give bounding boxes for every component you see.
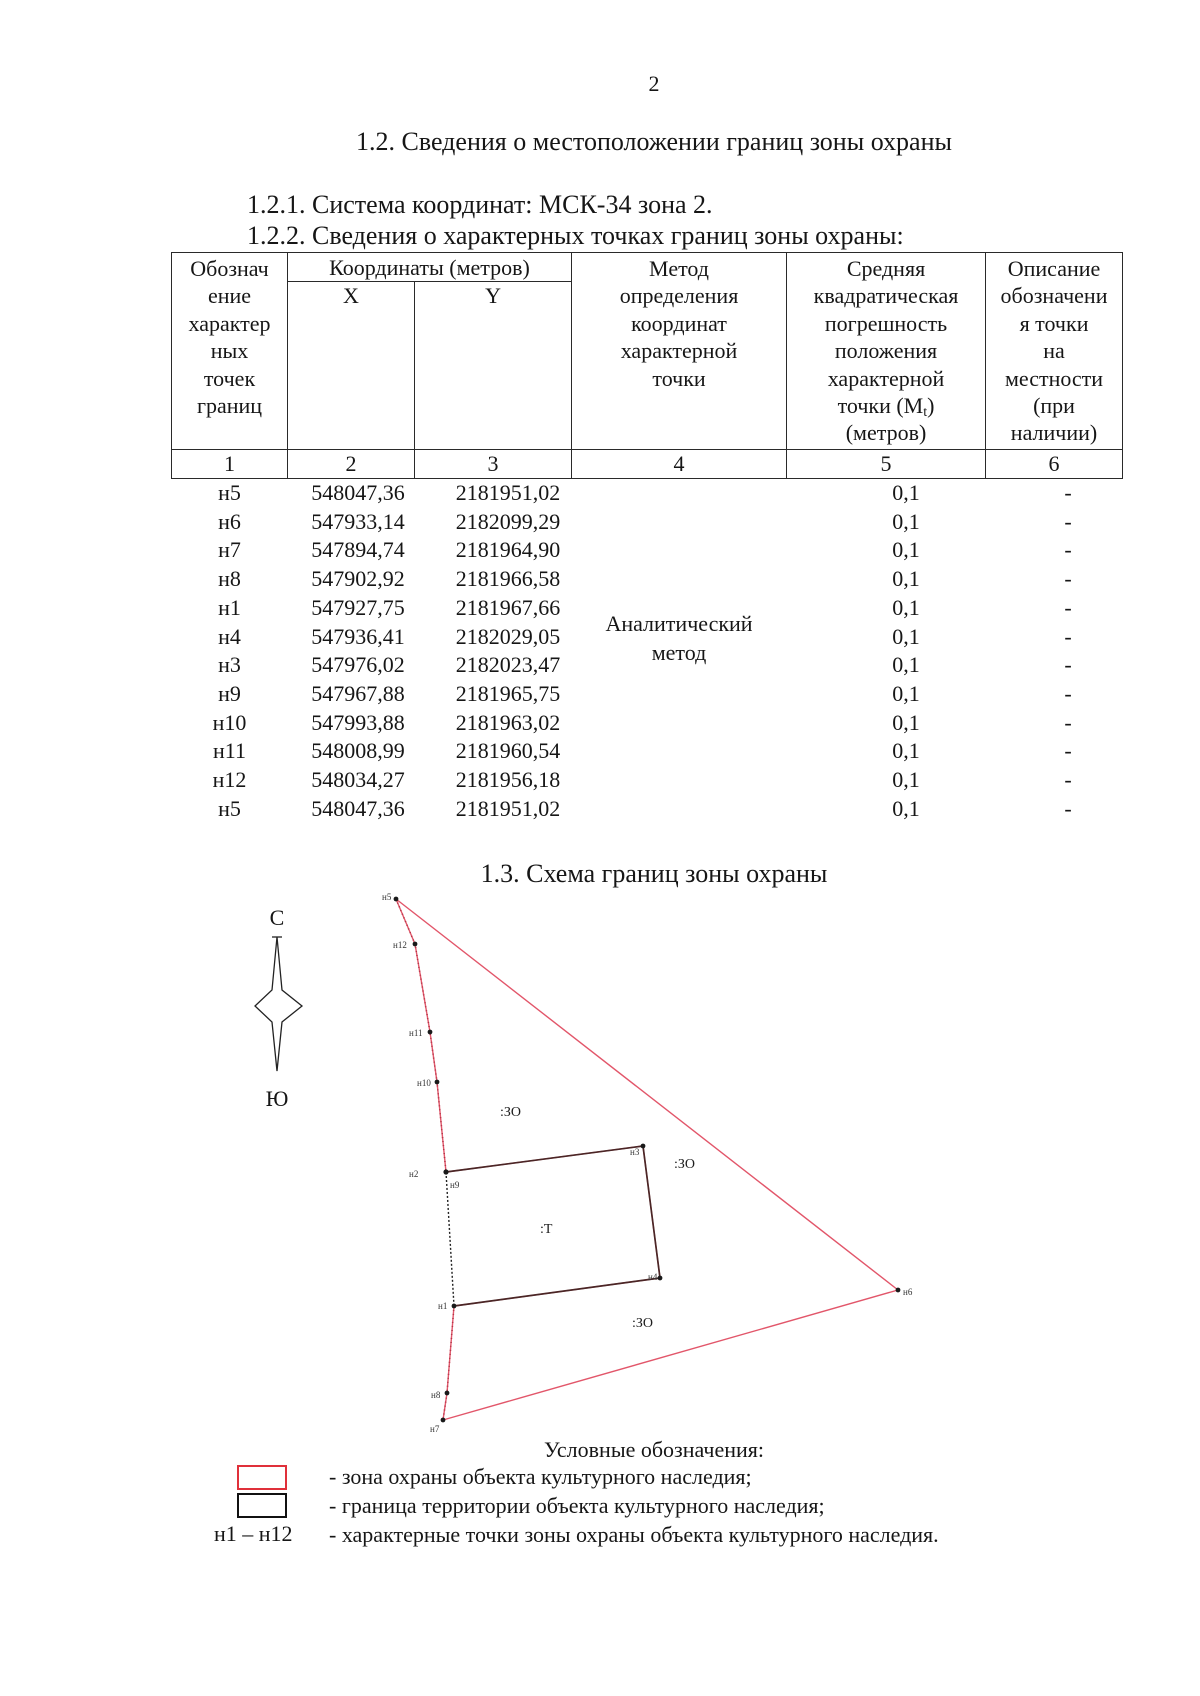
- header-mean-square-error: [787, 253, 986, 450]
- header-line: местности: [1004, 365, 1104, 391]
- column-number: 2: [288, 450, 415, 479]
- y-coordinate-cell: 2182023,47: [455, 652, 561, 678]
- point-label: н10: [417, 1078, 431, 1088]
- point-marker: [658, 1276, 663, 1281]
- header-line: на: [1043, 338, 1065, 364]
- header-line: погрешность: [824, 310, 948, 336]
- x-coordinate-cell: 547993,88: [311, 709, 405, 735]
- header-line: Метод: [649, 256, 709, 281]
- area-label-zone: :ЗО: [632, 1316, 654, 1331]
- legend-points-text: - характерные точки зоны охраны объекта культурного наследия.: [329, 1522, 939, 1547]
- accuracy-cell: 0,1: [892, 709, 920, 735]
- point-marker: [435, 1080, 440, 1085]
- accuracy-cell: 0,1: [892, 594, 920, 620]
- area-label-territory: :Т: [540, 1222, 553, 1237]
- header-line: точки: [652, 365, 706, 391]
- point-designation-cell: н8: [218, 566, 241, 592]
- header-line: точек: [203, 365, 256, 391]
- header-line: (метров): [845, 420, 927, 446]
- section-title-boundaries: 1.2. Сведения о местоположении границ зоны охраны: [356, 127, 952, 156]
- point-marker: [413, 942, 418, 947]
- legend-title: Условные обозначения:: [543, 1437, 765, 1462]
- header-mt-text: точки (M: [837, 392, 924, 418]
- y-coordinate-cell: 2181965,75: [455, 680, 561, 706]
- point-designation-cell: н3: [218, 652, 241, 678]
- accuracy-cell: 0,1: [892, 652, 920, 678]
- description-cell: -: [1064, 623, 1072, 649]
- header-line: положения: [834, 338, 938, 364]
- y-coordinate-cell: 2181951,02: [455, 795, 561, 821]
- point-marker: [394, 897, 399, 902]
- header-line: характер: [188, 310, 271, 336]
- header-y: Y: [415, 282, 572, 450]
- accuracy-cell: 0,1: [892, 680, 920, 706]
- point-label: н8: [431, 1390, 441, 1400]
- header-line: наличии): [1010, 420, 1098, 446]
- x-coordinate-cell: 548008,99: [311, 738, 405, 764]
- characteristic-points-table: [171, 252, 1123, 823]
- description-cell: -: [1064, 709, 1072, 735]
- territory-boundary: [446, 1146, 660, 1306]
- x-coordinate-cell: 547976,02: [311, 652, 405, 678]
- point-designation-cell: н6: [218, 508, 241, 534]
- legend-zone-swatch: [237, 1465, 287, 1490]
- legend-points-range: н1 – н12: [214, 1521, 293, 1546]
- x-coordinate-cell: 548047,36: [311, 480, 405, 505]
- header-x: X: [288, 282, 415, 450]
- x-coordinate-cell: 548047,36: [311, 795, 405, 821]
- point-designation-cell: н1: [218, 594, 241, 620]
- legend-territory-text: - граница территории объекта культурного наследия;: [329, 1493, 825, 1518]
- header-line: Описание: [1007, 256, 1101, 281]
- compass-north-label: С: [269, 905, 285, 930]
- point-markers: [394, 897, 901, 1423]
- point-designation-cell: н10: [212, 709, 247, 735]
- x-coordinate-cell: 547933,14: [311, 508, 405, 534]
- header-coordinates: Координаты (метров): [288, 253, 572, 282]
- description-cell: -: [1064, 537, 1072, 563]
- y-coordinate-cell: 2181964,90: [455, 537, 561, 563]
- header-line-mt: [787, 392, 985, 419]
- description-cell: -: [1064, 594, 1072, 620]
- point-marker: [896, 1288, 901, 1293]
- header-line: (при: [1033, 392, 1075, 418]
- area-label-zone: :ЗО: [500, 1105, 522, 1120]
- header-line: координат: [631, 310, 727, 336]
- description-cell: -: [1064, 738, 1072, 764]
- header-line: определения: [619, 283, 739, 309]
- point-label: н7: [430, 1424, 440, 1434]
- description-cell: -: [1064, 480, 1072, 505]
- point-label: н11: [409, 1028, 423, 1038]
- page-number: 2: [648, 71, 660, 96]
- column-number: 6: [986, 450, 1123, 479]
- y-coordinate-cell: 2181951,02: [455, 480, 561, 505]
- point-marker: [445, 1391, 450, 1396]
- description-cell: -: [1064, 795, 1072, 821]
- protection-zone-boundary: [396, 899, 898, 1420]
- y-coordinate-cell: 2181956,18: [455, 767, 561, 793]
- point-label: н6: [903, 1287, 913, 1297]
- y-coordinate-cell: 2181967,66: [455, 594, 561, 620]
- legend-territory-swatch: [237, 1493, 287, 1518]
- table-row: [172, 479, 1123, 508]
- header-mt-subscript: t: [923, 404, 928, 420]
- y-coordinate-cell: 2181963,02: [455, 709, 561, 735]
- point-designation-cell: н12: [212, 767, 247, 793]
- x-coordinate-cell: 547902,92: [311, 566, 405, 592]
- description-cell: -: [1064, 767, 1072, 793]
- x-coordinate-cell: 548034,27: [311, 767, 405, 793]
- x-coordinate-cell: 547936,41: [311, 623, 405, 649]
- x-coordinate-cell: 547967,88: [311, 680, 405, 706]
- header-line: я точки: [1019, 310, 1089, 336]
- territory-boundary-west: [446, 1172, 454, 1306]
- accuracy-cell: 0,1: [892, 537, 920, 563]
- accuracy-cell: 0,1: [892, 767, 920, 793]
- point-marker: [443, 1169, 448, 1174]
- header-mt-close: ): [927, 392, 935, 418]
- point-designation-cell: н4: [218, 623, 241, 649]
- point-marker: [441, 1418, 446, 1423]
- y-coordinate-cell: 2182099,29: [455, 508, 561, 534]
- header-method: [572, 253, 787, 450]
- scheme-title: 1.3. Схема границ зоны охраны: [480, 859, 828, 888]
- compass-star: [255, 937, 302, 1071]
- point-designation-cell: н7: [218, 537, 241, 563]
- point-marker: [428, 1030, 433, 1035]
- point-designation-cell: н5: [218, 480, 241, 505]
- accuracy-cell: 0,1: [892, 508, 920, 534]
- header-line: квадратическая: [813, 283, 959, 309]
- x-coordinate-cell: 547894,74: [311, 537, 405, 563]
- legend-zone-text: - зона охраны объекта культурного наследия;: [329, 1464, 752, 1489]
- y-coordinate-cell: 2181966,58: [455, 566, 561, 592]
- coordinate-system-line: 1.2.1. Система координат: МСК-34 зона 2.: [247, 190, 713, 219]
- description-cell: -: [1064, 680, 1072, 706]
- header-line: Обознач: [190, 256, 269, 281]
- header-line: границ: [196, 392, 263, 418]
- method-line: Аналитический: [605, 611, 753, 636]
- point-label: н2: [409, 1169, 419, 1179]
- description-cell: -: [1064, 508, 1072, 534]
- point-designation-cell: н11: [213, 738, 246, 764]
- column-number: 5: [787, 450, 986, 479]
- description-cell: -: [1064, 566, 1072, 592]
- accuracy-cell: 0,1: [892, 738, 920, 764]
- point-label: н12: [393, 940, 407, 950]
- method-cell: [572, 479, 787, 824]
- x-coordinate-cell: 547927,75: [311, 594, 405, 620]
- point-label: н5: [382, 892, 392, 902]
- point-label: н3: [630, 1147, 640, 1157]
- accuracy-cell: 0,1: [892, 795, 920, 821]
- compass-icon: [245, 925, 309, 1080]
- protection-zone-scheme: [350, 880, 930, 1440]
- point-label: н9: [450, 1180, 460, 1190]
- header-line: обозначени: [1000, 283, 1108, 309]
- point-designation-cell: н5: [218, 795, 241, 821]
- point-marker: [641, 1144, 646, 1149]
- header-line: характерной: [827, 365, 945, 391]
- description-cell: -: [1064, 652, 1072, 678]
- point-marker: [452, 1304, 457, 1309]
- y-coordinate-cell: 2182029,05: [455, 623, 561, 649]
- compass-south-label: Ю: [265, 1086, 289, 1111]
- accuracy-cell: 0,1: [892, 623, 920, 649]
- column-number: 1: [172, 450, 288, 479]
- area-label-zone: :ЗО: [674, 1157, 696, 1172]
- accuracy-cell: 0,1: [892, 566, 920, 592]
- column-number: 4: [572, 450, 787, 479]
- header-line: характерной: [620, 338, 738, 364]
- points-table-body: [172, 479, 1123, 824]
- accuracy-cell: 0,1: [892, 480, 920, 505]
- header-line: Средняя: [846, 256, 926, 281]
- header-line: ных: [210, 338, 249, 364]
- point-designation-cell: н9: [218, 680, 241, 706]
- characteristic-points-title: 1.2.2. Сведения о характерных точках границ зоны охраны:: [247, 221, 904, 250]
- header-point-description: [986, 253, 1123, 450]
- table-header: [172, 253, 1123, 479]
- point-label: н1: [438, 1301, 448, 1311]
- method-line: метод: [651, 639, 707, 665]
- header-point-designation: [172, 253, 288, 450]
- header-line: ение: [207, 283, 252, 309]
- y-coordinate-cell: 2181960,54: [455, 738, 561, 764]
- point-label: н4: [648, 1272, 658, 1282]
- column-number: 3: [415, 450, 572, 479]
